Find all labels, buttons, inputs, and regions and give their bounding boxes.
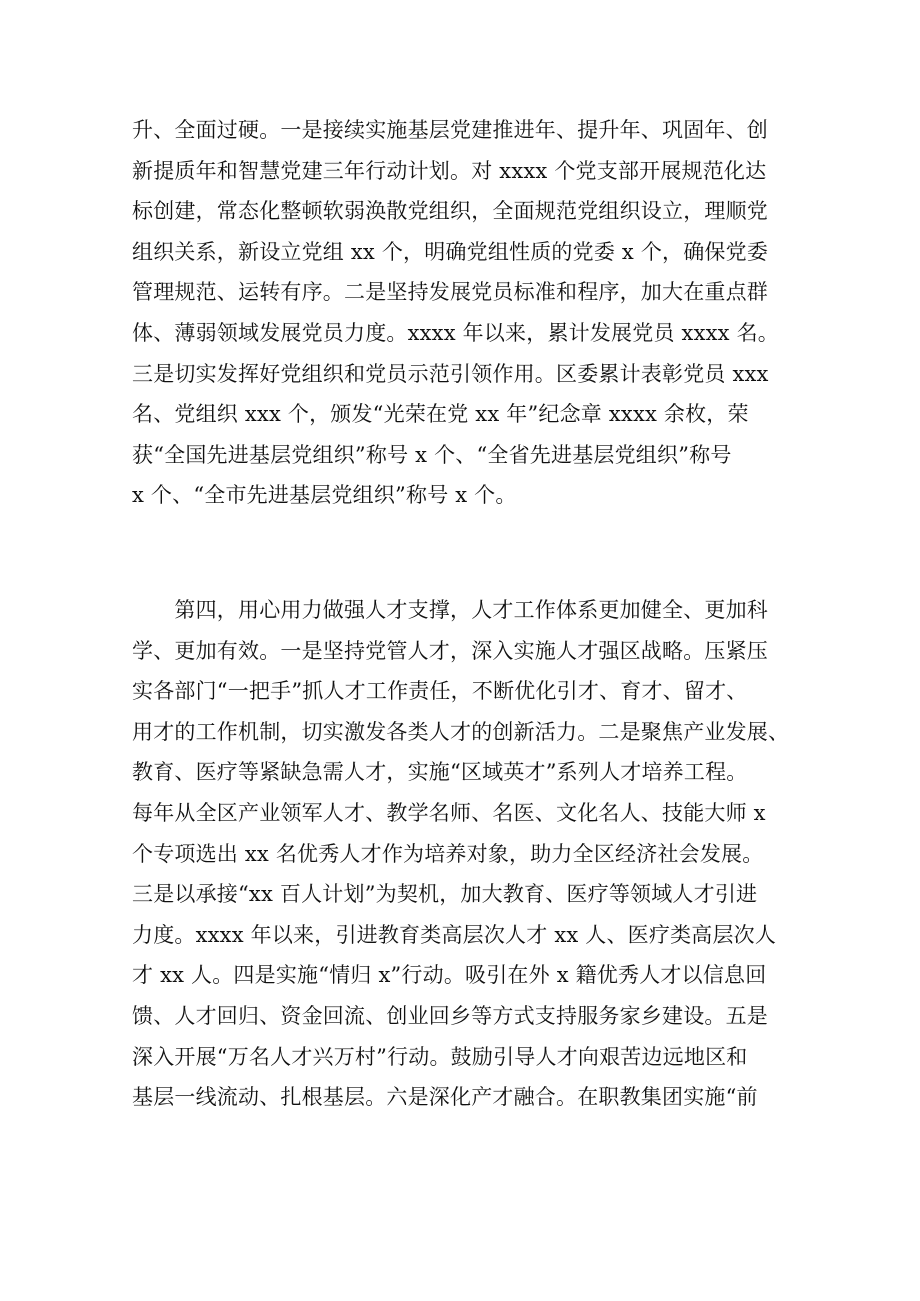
text-line: 升、全面过硬。一是接续实施基层党建推进年、提升年、巩固年、创 [132,118,768,142]
paragraph-talent-support [132,590,812,1118]
text-line: 教育、医疗等紧缺急需人才，实施“区域英才”系列人才培养工程。 [132,760,748,785]
text-line: 名、党组织 xxx 个，颁发“光荣在党 xx 年”纪念章 xxxx 余枚，荣 [132,402,749,427]
text-line: 每年从全区产业领军人才、教学名师、名医、文化名人、技能大师 x [132,800,766,825]
text-line: 基层一线流动、扎根基层。六是深化产才融合。在职教集团实施“前 [132,1085,758,1110]
text-line: 获“全国先进基层党组织”称号 x 个、“全省先进基层党组织”称号 [132,442,732,467]
text-line: 三是以承接“xx 百人计划”为契机，加大教育、医疗等领域人才引进 [132,882,758,907]
text-line: 体、薄弱领域发展党员力度。xxxx 年以来，累计发展党员 xxxx 名。 [132,320,779,345]
text-line: 力度。xxxx 年以来，引进教育类高层次人才 xx 人、医疗类高层次人 [132,922,777,947]
text-line: 实各部门“一把手”抓人才工作责任，不断优化引才、育才、留才、 [132,679,748,704]
text-line: x 个、“全市先进基层党组织”称号 x 个。 [132,483,517,508]
text-line: 馈、人才回归、资金回流、创业回乡等方式支持服务家乡建设。五是 [132,1003,768,1028]
text-line: 用才的工作机制，切实激发各类人才的创新活力。二是聚焦产业发展、 [132,719,790,744]
text-line: 学、更加有效。一是坚持党管人才，深入实施人才强区战略。压紧压 [132,638,768,663]
text-line: 新提质年和智慧党建三年行动计划。对 xxxx 个党支部开展规范化达 [132,158,767,183]
text-line: 标创建，常态化整顿软弱涣散党组织，全面规范党组织设立，理顺党 [132,199,768,224]
text-line: 三是切实发挥好党组织和党员示范引领作用。区委累计表彰党员 xxx [132,361,769,386]
text-line: 管理规范、运转有序。二是坚持发展党员标准和程序，加大在重点群 [132,280,768,305]
paragraph-party-building [132,110,812,516]
text-line: 个专项选出 xx 名优秀人才作为培养对象，助力全区经济社会发展。 [132,841,764,866]
text-line: 才 xx 人。四是实施“情归 x”行动。吸引在外 x 籍优秀人才以信息回 [132,963,767,988]
text-line: 第四，用心用力做强人才支撑，人才工作体系更加健全、更加科 [132,598,768,622]
text-line: 组织关系，新设立党组 xx 个，明确党组性质的党委 x 个，确保党委 [132,239,769,264]
text-line: 深入开展“万名人才兴万村”行动。鼓励引导人才向艰苦边远地区和 [132,1044,748,1069]
